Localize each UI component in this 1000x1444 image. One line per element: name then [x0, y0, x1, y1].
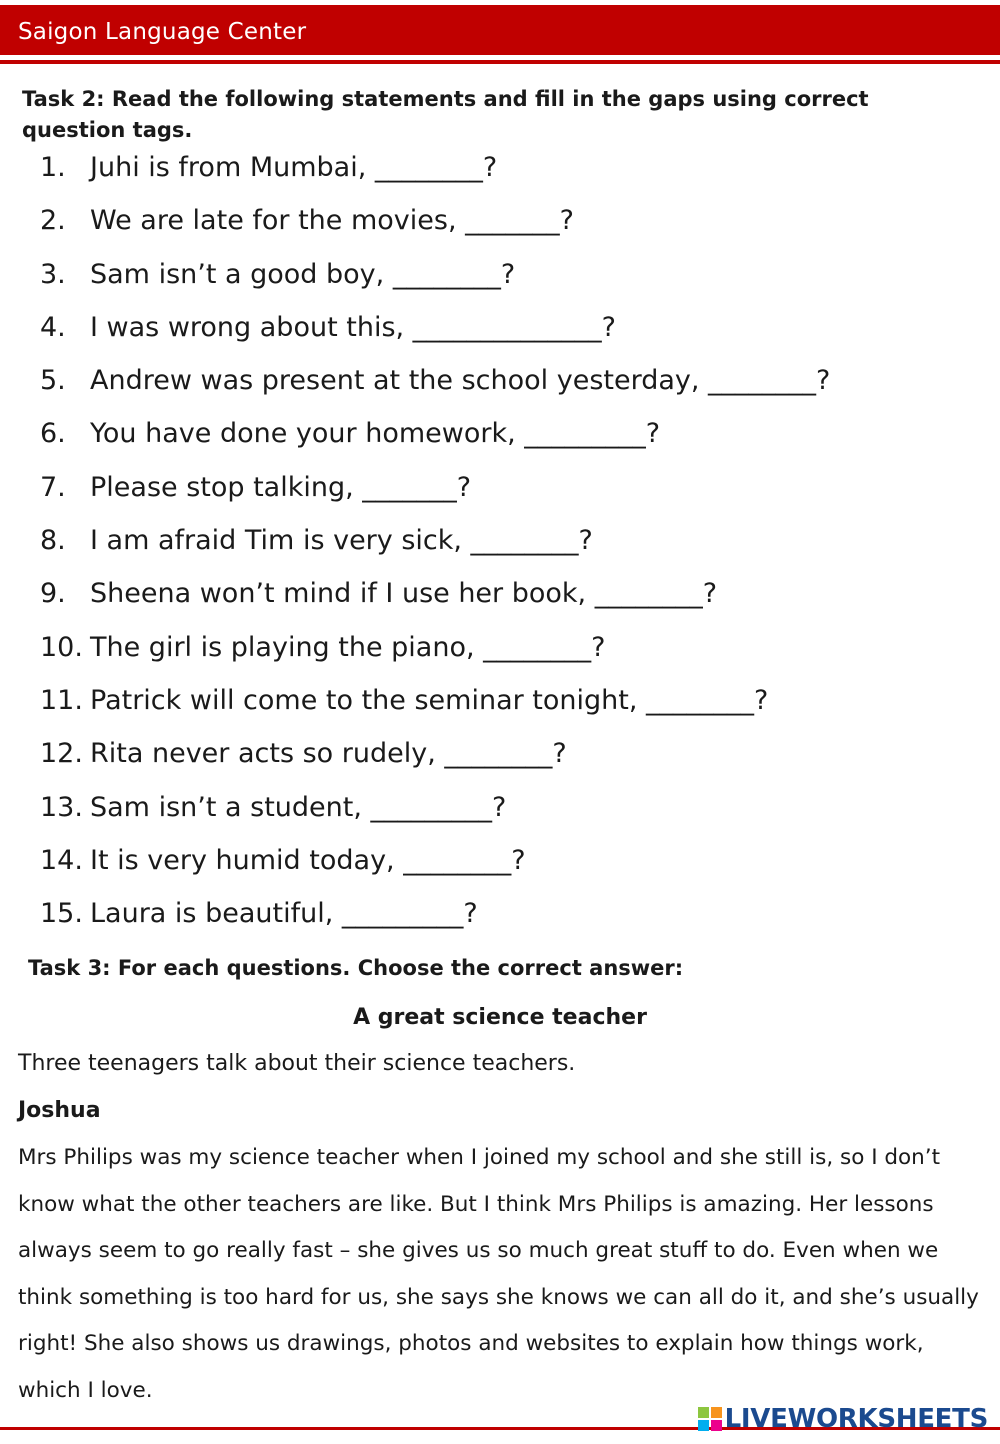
- question-text: Andrew was present at the school yesterday, ________?: [90, 365, 831, 397]
- question-number: 2.: [40, 205, 66, 237]
- question-text: Juhi is from Mumbai, ________?: [90, 152, 498, 183]
- liveworksheets-wordmark: LIVEWORKSHEETS: [724, 1404, 988, 1434]
- question-item: [40, 577, 830, 630]
- question-number: 12.: [40, 738, 83, 770]
- question-text: You have done your homework, _________?: [90, 418, 661, 450]
- question-text: Sam isn’t a student, _________?: [90, 791, 507, 823]
- passage-paragraph: Mrs Philips was my science teacher when I joined my school and she still is, so I don’t know what the other teachers are like. But I think Mrs Philips is amazing. Her lessons always seem to go really fast – she gives us so much great stuff to do. Even when we think something is too hard for us, she says she knows we can all do it, and she’s usually right! She also shows us drawings, photos and websites to explain how things work, which I love.: [18, 1145, 979, 1403]
- question-text: It is very humid today, ________?: [90, 844, 526, 876]
- question-item: [40, 311, 830, 364]
- question-text: Sheena won’t mind if I use her book, ________?: [90, 578, 718, 610]
- question-text: Sam isn’t a good boy, ________?: [90, 258, 516, 290]
- question-item: [40, 204, 830, 257]
- question-number: 8.: [40, 525, 66, 557]
- question-number: 15.: [40, 898, 83, 930]
- question-item: [40, 684, 830, 737]
- task3-heading: Task 3: For each questions. Choose the correct answer:: [28, 956, 684, 980]
- task2-heading: Task 2: Read the following statements and fill in the gaps using correct question tags.: [22, 87, 869, 142]
- question-item: [40, 524, 830, 577]
- question-item: [40, 364, 830, 417]
- liveworksheets-icon: [697, 1406, 723, 1432]
- question-text: I was wrong about this, ______________?: [90, 311, 617, 343]
- question-number: 14.: [40, 844, 83, 876]
- question-text: Please stop talking, _______?: [90, 471, 472, 503]
- question-number: 11.: [40, 684, 83, 716]
- question-item: [40, 791, 830, 844]
- question-number: 10.: [40, 631, 83, 663]
- question-number: 6.: [40, 418, 66, 450]
- question-text: I am afraid Tim is very sick, ________?: [90, 525, 593, 557]
- question-text: Patrick will come to the seminar tonight, ________?: [90, 684, 769, 716]
- question-text: We are late for the movies, _______?: [90, 205, 574, 237]
- question-text: The girl is playing the piano, ________?: [90, 631, 606, 663]
- question-number: 9.: [40, 578, 66, 610]
- question-number: 13.: [40, 791, 83, 823]
- passage-title: A great science teacher: [353, 1005, 647, 1030]
- question-item: [40, 151, 830, 204]
- question-item: [40, 258, 830, 311]
- header-divider: [0, 60, 1000, 64]
- header-bar: [0, 5, 1000, 55]
- question-item: [40, 417, 830, 470]
- question-item: [40, 844, 830, 897]
- question-item: [40, 631, 830, 684]
- question-item: [40, 737, 830, 790]
- passage-intro: Three teenagers talk about their science teachers.: [18, 1051, 576, 1076]
- question-item: [40, 897, 830, 950]
- question-number: 1.: [40, 152, 66, 183]
- question-item: [40, 471, 830, 524]
- header-title: Saigon Language Center: [18, 19, 307, 45]
- question-number: 4.: [40, 311, 66, 343]
- question-number: 5.: [40, 365, 66, 397]
- task2-question-list: [40, 151, 830, 950]
- liveworksheets-logo: [697, 1403, 988, 1435]
- question-text: Rita never acts so rudely, ________?: [90, 738, 567, 770]
- question-number: 3.: [40, 258, 66, 290]
- speaker-name: Joshua: [18, 1098, 101, 1123]
- question-text: Laura is beautiful, _________?: [90, 898, 478, 930]
- question-number: 7.: [40, 471, 66, 503]
